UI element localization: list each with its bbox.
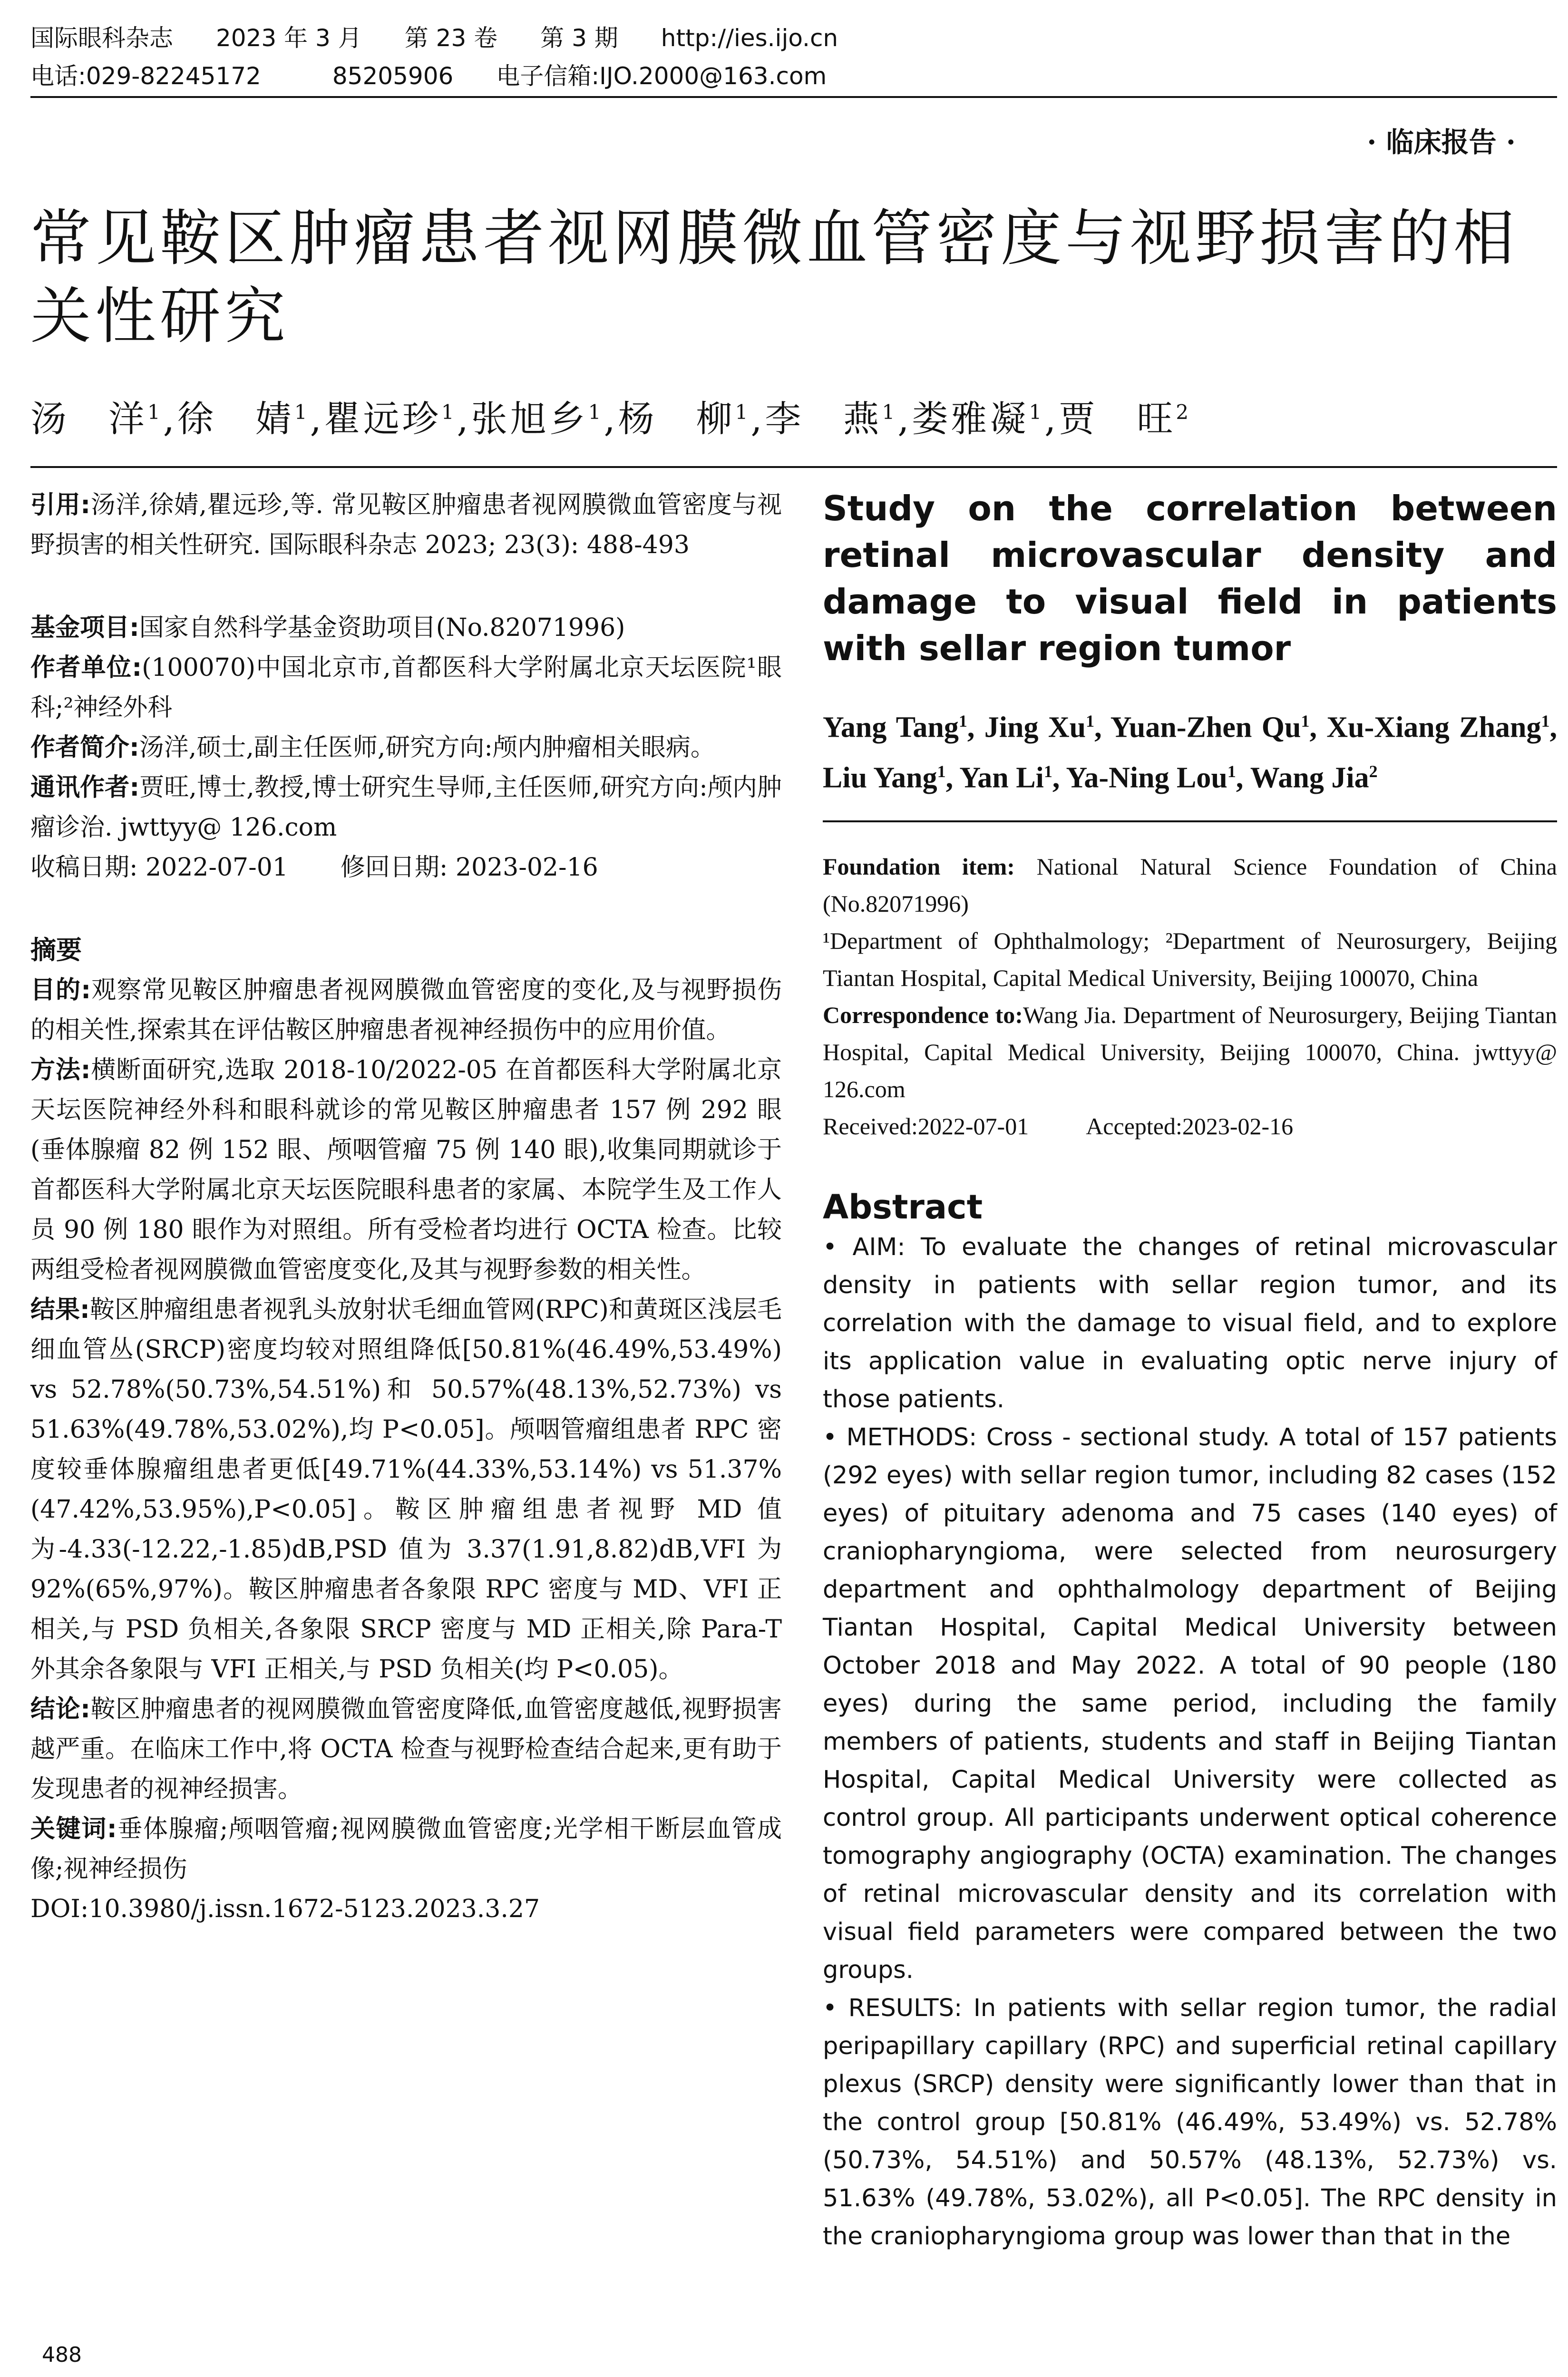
author-5: 杨 柳$^1$ (618, 398, 748, 440)
issue: 第 3 期 (540, 24, 618, 52)
correspondence-en: Correspondence to:Wang Jia. Department of Neurosurgery, Beijing Tiantan Hospital, Capital Medical University, Beijing 100070, China. jwttyy@ 126.com (823, 1002, 1557, 1103)
right-column (823, 485, 1557, 2256)
phone: 电话:029-82245172 (30, 62, 261, 90)
article-meta-en (823, 848, 1557, 1145)
volume: 第 23 卷 (404, 24, 498, 52)
fax: 85205906 (332, 62, 454, 90)
right-rule (823, 820, 1557, 822)
author-bio: 作者简介:汤洋,硕士,副主任医师,研究方向:颅内肿瘤相关眼病。 (30, 733, 715, 762)
article-title-en: Study on the correlation between retinal microvascular density and damage to visual field in patients with sellar region tumor (823, 488, 1557, 668)
authors-cn: 汤 洋$^1$,徐 婧$^1$,瞿远珍$^1$,张旭乡$^1$,杨 柳$^1$,李 燕$^1$,娄雅凝$^1$,贾 旺$^2$ (30, 390, 1191, 442)
received-cn: 收稿日期: 2022-07-01 (30, 853, 288, 882)
author-7: 娄雅凝$^1$ (912, 398, 1042, 440)
page-number: 488 (42, 2343, 82, 2367)
header-rule (30, 96, 1557, 98)
results-cn: 结果:鞍区肿瘤组患者视乳头放射状毛细血管网(RPC)和黄斑区浅层毛细血管丛(SRCP)密度均较对照组降低[50.81%(46.49%,53.49%) vs 52.78%(50.73%,54.51%)和 50.57%(48.13%,52.73%) vs 51.63%(49.78%,53.02%),均 P<0.05]。颅咽管瘤组患者 RPC 密度较垂体腺瘤组患者更低[49.71%(44.33%,53.14%) vs 51.37%(47.42%,53.95%),P<0.05]。鞍区肿瘤组患者视野 MD 值为-4.33(-12.22,-1.85)dB,PSD 值为 3.37(1.91,8.82)dB,VFI 为 92%(65%,97%)。鞍区肿瘤患者各象限 RPC 密度与 MD、VFI 正相关,与 PSD 负相关,各象限 SRCP 密度与 MD 正相关,除 Para-T 外其余各象限与 VFI 正相关,与 PSD 负相关(均 P<0.05)。 (30, 1296, 782, 1684)
author-6: 李 燕$^1$ (765, 398, 895, 440)
keywords-cn: 关键词:垂体腺瘤;颅咽管瘤;视网膜微血管密度;光学相干断层血管成像;视神经损伤 (30, 1815, 782, 1883)
article-title-cn: 常见鞍区肿瘤患者视网膜微血管密度与视野损害的相关性研究 (30, 203, 1519, 352)
aim-en: • AIM: To evaluate the changes of retinal microvascular density in patients with sellar region tumor, and its correlation with the damage to visual field, and to explore its application value in evaluating optic nerve injury of those patients. (823, 1233, 1557, 1414)
conclusion-cn: 结论:鞍区肿瘤患者的视网膜微血管密度降低,血管密度越低,视野损害越严重。在临床工作中,将 OCTA 检查与视野检查结合起来,更有助于发现患者的视神经损害。 (30, 1695, 782, 1803)
fund: 基金项目:国家自然科学基金资助项目(No.82071996) (30, 614, 625, 642)
results-en: • RESULTS: In patients with sellar region tumor, the radial peripapillary capillary (RPC) and superficial retinal capillary plexus (SRCP) density were significantly lower than that in the control group [50.81% (46.49%, 53.49%) vs. 52.78%(50.73%, 54.51%) and 50.57% (48.13%, 52.73%) vs. 51.63% (49.78%, 53.02%), all P<0.05]. The RPC density in the craniopharyngioma group was lower than that in the (823, 1994, 1557, 2251)
author-3: 瞿远珍$^1$ (324, 398, 454, 440)
journal-name: 国际眼科杂志 (30, 24, 173, 52)
dates-cn (30, 848, 782, 887)
authors-en: Yang Tang$^1$, Jing Xu$^1$, Yuan-Zhen Qu$^1$, Xu-Xiang Zhang$^1$, Liu Yang$^1$, Yan Li$^1$, Ya-Ning Lou$^1$, Wang Jia$^2$ (823, 711, 1558, 794)
author-1: 汤 洋$^1$ (30, 398, 160, 440)
abstract-en (823, 1228, 1557, 2256)
corresponding-author: 通讯作者:贾旺,博士,教授,博士研究生导师,主任医师,研究方向:颅内肿瘤诊治. jwttyy@ 126.com (30, 773, 782, 842)
dates-en: Received:2022-07-01 Accepted:2023-02-16 (823, 1113, 1294, 1140)
departments-en: ¹Department of Ophthalmology; ²Department of Neurosurgery, Beijing Tiantan Hospital, Capital Medical University, Beijing 100070, China (823, 927, 1557, 992)
author-unit: 作者单位:(100070)中国北京市,首都医科大学附属北京天坛医院¹眼科;²神经外科 (30, 653, 782, 722)
section-tag: · 临床报告 · (1367, 126, 1516, 158)
author-4: 张旭乡$^1$ (471, 398, 601, 440)
authors-rule (30, 466, 1557, 468)
citation: 引用:汤洋,徐婧,瞿远珍,等. 常见鞍区肿瘤患者视网膜微血管密度与视野损害的相关性研究. 国际眼科杂志 2023; 23(3): 488-493 (30, 491, 782, 559)
author-8: 贾 旺$^2$ (1059, 398, 1189, 440)
doi[interactable]: DOI:10.3980/j.issn.1672-5123.2023.3.27 (30, 1895, 540, 1923)
abstract-head-cn: 摘要 (30, 935, 82, 965)
left-column (30, 485, 782, 1929)
author-2: 徐 婧$^1$ (177, 398, 307, 440)
journal-header-line1 (30, 19, 881, 53)
journal-url[interactable]: http://ies.ijo.cn (661, 24, 838, 52)
email[interactable]: 电子信箱:IJO.2000@163.com (496, 62, 827, 90)
purpose: 目的:观察常见鞍区肿瘤患者视网膜微血管密度的变化,及与视野损伤的相关性,探索其在评估鞍区肿瘤患者视神经损伤中的应用价值。 (30, 976, 782, 1044)
journal-header-line2 (30, 57, 869, 91)
issue-date: 2023 年 3 月 (216, 24, 362, 52)
foundation-en: Foundation item: National Natural Science Foundation of China (No.82071996) (823, 853, 1557, 917)
revised-cn: 修回日期: 2023-02-16 (340, 853, 598, 882)
abstract-head-en: Abstract (823, 1188, 983, 1227)
methods-en: • METHODS: Cross - sectional study. A total of 157 patients (292 eyes) with sellar region tumor, including 82 cases (152 eyes) of pituitary adenoma and 75 cases (140 eyes) of craniopharyngioma, were selected from neurosurgery department and ophthalmology department of Beijing Tiantan Hospital, Capital Medical University between October 2018 and May 2022. A total of 90 people (180 eyes) during the same period, including the family members of patients, students and staff in Beijing Tiantan Hospital, Capital Medical University were collected as control group. All participants underwent optical coherence tomography angiography (OCTA) examination. The changes of retinal microvascular density and its correlation with visual field parameters were compared between the two groups. (823, 1423, 1557, 1985)
methods-cn: 方法:横断面研究,选取 2018-10/2022-05 在首都医科大学附属北京天坛医院神经外科和眼科就诊的常见鞍区肿瘤患者 157 例 292 眼(垂体腺瘤 82 例 152 眼、颅咽管瘤 75 例 140 眼),收集同期就诊于首都医科大学附属北京天坛医院眼科患者的家属、本院学生及工作人员 90 例 180 眼作为对照组。所有受检者均进行 OCTA 检查。比较两组受检者视网膜微血管密度变化,及其与视野参数的相关性。 (30, 1056, 782, 1284)
